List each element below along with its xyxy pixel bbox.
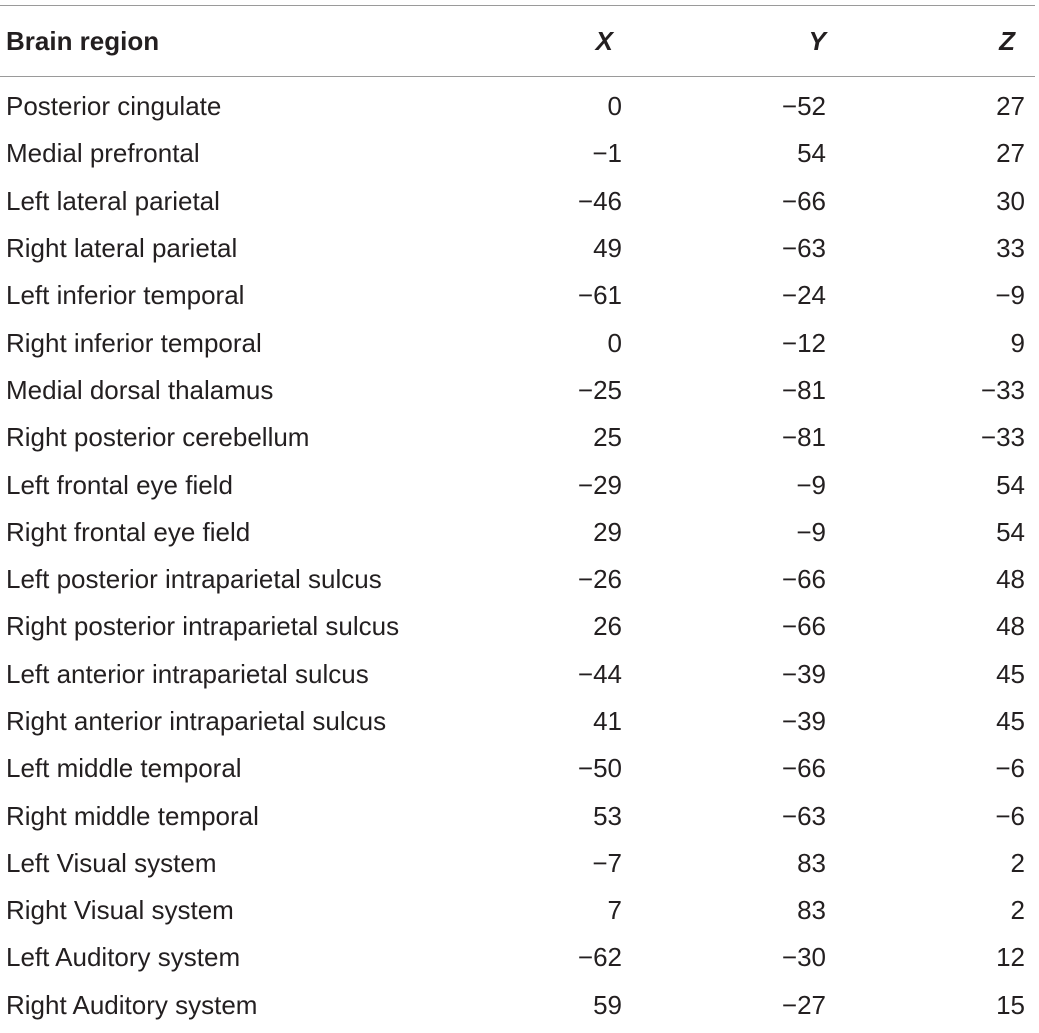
table-row [0,130,1035,177]
x-cell: 49 [593,233,622,264]
x-cell: −25 [577,374,622,405]
region-cell: Left posterior intraparietal sulcus [6,564,382,595]
region-cell: Right posterior cerebellum [6,422,310,453]
y-cell: −39 [781,658,826,689]
table-row [0,367,1035,414]
x-cell: 59 [593,989,622,1020]
x-cell: −7 [592,847,622,878]
y-cell: −27 [781,989,826,1020]
z-cell: 45 [996,706,1025,736]
region-cell: Right inferior temporal [6,327,262,358]
table-row [0,272,1035,319]
table-header [0,6,1035,77]
region-cell: Left middle temporal [6,753,242,784]
z-cell: 54 [996,516,1025,547]
table-row [0,225,1035,272]
header-y: Y [808,25,826,56]
region-cell: Medial dorsal thalamus [6,374,274,405]
y-cell: −81 [781,422,826,453]
z-cell: 48 [996,611,1025,642]
region-cell: Right anterior intraparietal sulcus [6,706,387,736]
table-row [0,509,1035,556]
x-cell: 26 [593,611,622,642]
x-cell: 7 [607,895,622,926]
x-cell: −29 [577,469,622,500]
y-cell: −66 [781,753,826,784]
y-cell: −66 [781,611,826,642]
table-row [0,887,1035,934]
region-cell: Left frontal eye field [6,469,233,500]
region-cell: Left anterior intraparietal sulcus [6,658,369,689]
table-row [0,178,1035,225]
x-cell: −26 [577,564,622,595]
table-row [0,934,1035,981]
z-cell: −6 [995,753,1025,784]
x-cell: 41 [593,706,622,736]
z-cell: 15 [996,989,1025,1020]
x-cell: −62 [577,942,622,973]
table-row [0,603,1035,650]
z-cell: 27 [996,138,1025,169]
header-x: X [595,25,613,56]
region-cell: Left Visual system [6,847,217,878]
x-cell: −1 [592,138,622,169]
header-z: Z [999,25,1015,56]
z-cell: −33 [980,374,1025,405]
z-cell: 27 [996,91,1025,122]
header-row [0,6,1035,77]
x-cell: 25 [593,422,622,453]
y-cell: 83 [797,847,826,878]
y-cell: −12 [781,327,826,358]
region-cell: Right Auditory system [6,989,258,1020]
region-cell: Right Visual system [6,895,234,926]
brain-region-coordinates-table [0,5,1035,1029]
table-row [0,745,1035,792]
table-row [0,840,1035,887]
y-cell: −39 [781,706,826,736]
region-cell: Posterior cingulate [6,91,222,122]
z-cell: 30 [996,185,1025,216]
table-row [0,556,1035,603]
y-cell: −81 [781,374,826,405]
x-cell: 29 [593,516,622,547]
x-cell: 0 [607,327,622,358]
z-cell: 2 [1010,895,1025,926]
x-cell: −61 [577,280,622,311]
table-row [0,319,1035,366]
z-cell: 45 [996,658,1025,689]
x-cell: −46 [577,185,622,216]
z-cell: 2 [1010,847,1025,878]
table-row [0,77,1035,131]
table-row [0,698,1035,745]
region-cell: Right lateral parietal [6,233,238,264]
z-cell: −33 [980,422,1025,453]
table-row [0,651,1035,698]
x-cell: 53 [593,800,622,831]
y-cell: −9 [796,469,826,500]
z-cell: −9 [995,280,1025,311]
table-body [0,77,1035,1029]
y-cell: −24 [781,280,826,311]
x-cell: −44 [577,658,622,689]
z-cell: 54 [996,469,1025,500]
table-row [0,982,1035,1029]
region-cell: Left inferior temporal [6,280,245,311]
region-cell: Right frontal eye field [6,516,251,547]
table-row [0,792,1035,839]
region-cell: Left lateral parietal [6,185,220,216]
z-cell: 12 [996,942,1025,973]
region-cell: Left Auditory system [6,942,241,973]
table-row [0,414,1035,461]
y-cell: −9 [796,516,826,547]
table-row [0,461,1035,508]
z-cell: 9 [1010,327,1025,358]
y-cell: −52 [781,91,826,122]
z-cell: 33 [996,233,1025,264]
y-cell: −63 [781,800,826,831]
y-cell: 83 [797,895,826,926]
y-cell: −66 [781,564,826,595]
region-cell: Right middle temporal [6,800,259,831]
region-cell: Right posterior intraparietal sulcus [6,611,400,642]
region-cell: Medial prefrontal [6,138,200,169]
y-cell: −30 [781,942,826,973]
y-cell: −63 [781,233,826,264]
y-cell: 54 [797,138,826,169]
z-cell: 48 [996,564,1025,595]
x-cell: 0 [607,91,622,122]
x-cell: −50 [577,753,622,784]
header-brain-region: Brain region [6,25,160,56]
brain-region-coordinates-table-wrapper [0,5,1035,1029]
z-cell: −6 [995,800,1025,831]
y-cell: −66 [781,185,826,216]
